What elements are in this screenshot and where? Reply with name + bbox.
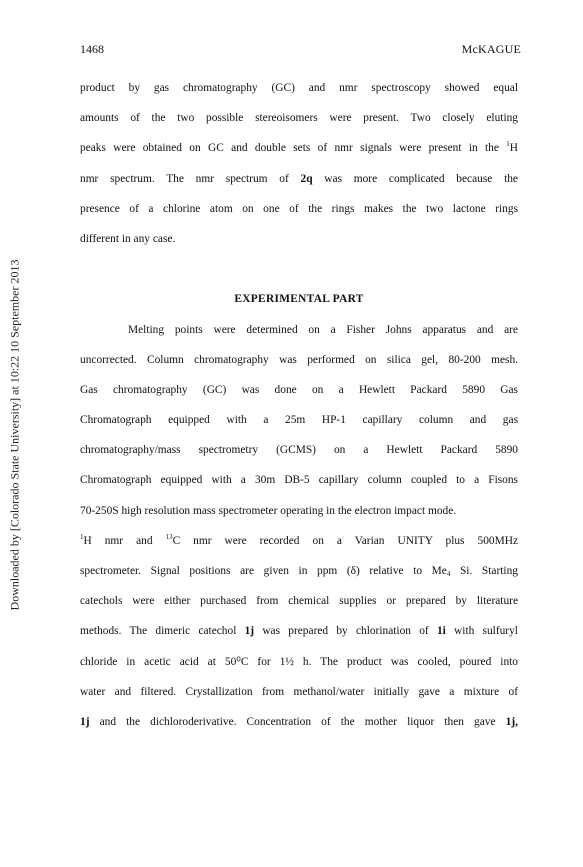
text-line: chromatography/mass spectrometry (GCMS) on a Hewlett Packard 5890 <box>80 444 518 457</box>
text-line: water and filtered. Crystallization from methanol/water initially gave a mixture of <box>80 685 518 698</box>
superscript: 1 <box>506 140 510 149</box>
text-line: peaks were obtained on GC and double sets of nmr signals were present in the $^1$H <box>80 140 518 155</box>
download-watermark <box>8 235 22 635</box>
text-line: Chromatograph equipped with a 30m DB-5 capillary column coupled to a Fisons <box>80 474 518 487</box>
body-text <box>80 73 518 737</box>
running-head: McKAGUE <box>461 42 521 56</box>
subscript: 4 <box>446 570 451 578</box>
text-line: amounts of the two possible stereoisomers were present. Two closely eluting <box>80 112 518 125</box>
download-watermark-text: Downloaded by [Colorado State University] at 10:22 10 September 2013 <box>7 259 22 611</box>
text-line: Gas chromatography (GC) was done on a Hewlett Packard 5890 Gas <box>80 383 518 396</box>
text-line: uncorrected. Column chromatography was performed on silica gel, 80-200 mesh. <box>80 353 518 366</box>
text-line: catechols were either purchased from chemical supplies or prepared by literature <box>80 595 518 608</box>
text-line: 70-250S high resolution mass spectrometer operating in the electron impact mode. <box>80 504 457 517</box>
compound-label: 2q <box>300 172 313 185</box>
superscript: 1 <box>80 532 84 541</box>
superscript: 13 <box>165 532 173 541</box>
compound-label: 1j <box>80 715 90 728</box>
page-number: 1468 <box>80 42 104 56</box>
compound-label: 1j, <box>505 715 518 728</box>
text-line: different in any case. <box>80 232 176 245</box>
text-line: Melting points were determined on a Fisher Johns apparatus and are <box>128 323 518 336</box>
text-line: $^1$H nmr and $^{13}$C nmr were recorded on a Varian UNITY plus 500MHz <box>80 532 518 547</box>
text-line: spectrometer. Signal positions are given in ppm (δ) relative to $Me_4$ Si. Starting <box>80 565 518 578</box>
text-line: Chromatograph equipped with a 25m HP-1 capillary column and gas <box>80 414 518 427</box>
text-line: chloride in acetic acid at 50⁰C for 1½ h. The product was cooled, poured into <box>80 655 518 668</box>
text-line: product by gas chromatography (GC) and nmr spectroscopy showed equal <box>80 82 518 94</box>
text-line: presence of a chlorine atom on one of the rings makes the two lactone rings <box>80 202 518 215</box>
text-line: 1j and the dichloroderivative. Concentration of the mother liquor then gave 1j, <box>80 715 518 728</box>
text-line: nmr spectrum. The nmr spectrum of 2q was more complicated because the <box>80 172 518 185</box>
section-heading: EXPERIMENTAL PART <box>234 293 364 306</box>
text-line: methods. The dimeric catechol 1j was prepared by chlorination of 1i with sulfuryl <box>80 625 518 638</box>
compound-label: 1j <box>244 625 255 638</box>
compound-label: 1i <box>436 625 446 638</box>
